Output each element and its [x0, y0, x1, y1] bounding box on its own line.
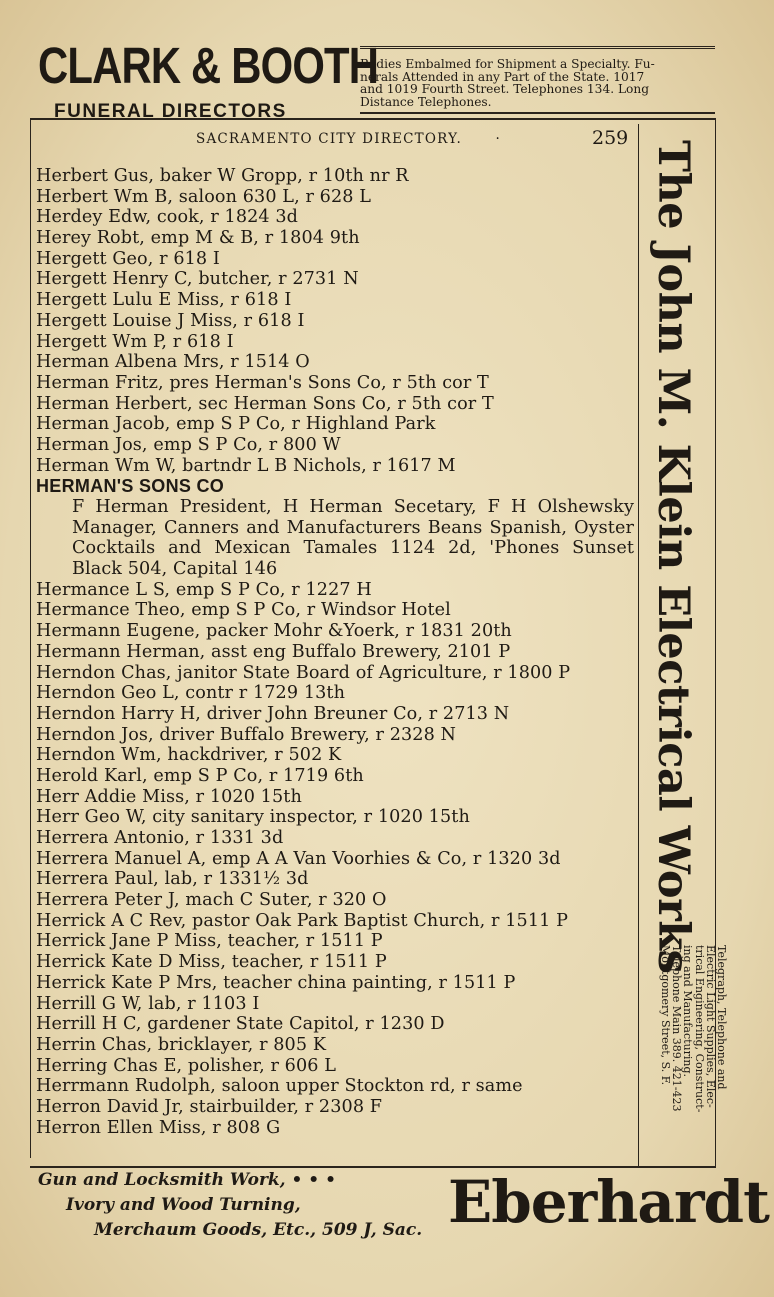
firm-entry-line: F Herman President, H Herman Secetary, F H Olshewsky: [72, 497, 634, 517]
directory-entry: Herrin Chas, bricklayer, r 805 K: [36, 1034, 327, 1055]
directory-entry: Herrick Jane P Miss, teacher, r 1511 P: [36, 931, 383, 952]
frame-top-rule: [30, 118, 716, 120]
directory-entry: Herrera Paul, lab, r 1331½ 3d: [36, 869, 309, 890]
directory-entry: Herrick Kate P Mrs, teacher china painting, r 1511 P: [36, 972, 516, 993]
directory-entry: Hergett Wm P, r 618 I: [36, 331, 234, 352]
directory-entry: Herr Addie Miss, r 1020 15th: [36, 786, 302, 807]
directory-entry: Herman Jacob, emp S P Co, r Highland Park: [36, 414, 436, 435]
directory-entry: Hergett Louise J Miss, r 618 I: [36, 310, 305, 331]
directory-entry: Hermann Herman, asst eng Buffalo Brewery, 2101 P: [36, 641, 511, 662]
page-number: 259: [592, 127, 629, 149]
directory-entry: Herrill G W, lab, r 1103 I: [36, 993, 260, 1014]
directory-entry: Herndon Geo L, contr r 1729 13th: [36, 683, 346, 704]
side-ad-title: The John M. Klein Electrical Works: [648, 140, 698, 974]
directory-entry: Herdey Edw, cook, r 1824 3d: [36, 207, 299, 228]
side-ad-line: ing and Manufacturing.: [681, 945, 695, 1078]
directory-entry: Herrera Manuel A, emp A A Van Voorhies & Co, r 1320 3d: [36, 848, 561, 869]
directory-entry: Hermann Eugene, packer Mohr &Yoerk, r 1831 20th: [36, 621, 512, 642]
firm-entry-line: Manager, Canners and Manufacturers Beans Spanish, Oyster: [72, 517, 634, 538]
directory-entry: Herron Ellen Miss, r 808 G: [36, 1117, 281, 1138]
directory-entry: Herman Herbert, sec Herman Sons Co, r 5th cor T: [36, 393, 494, 414]
side-ad-line: Electric Light Supplies, Elec-: [704, 945, 718, 1108]
directory-entry: Herrera Peter J, mach C Suter, r 320 O: [36, 890, 387, 911]
directory-entry: Herrick Kate D Miss, teacher, r 1511 P: [36, 952, 387, 973]
directory-entry: Herndon Wm, hackdriver, r 502 K: [36, 745, 342, 766]
firm-entry-name: HERMAN'S SONS CO: [36, 476, 225, 497]
bottom-ad-line: Gun and Locksmith Work, • • •: [38, 1170, 336, 1190]
directory-entry: Herman Fritz, pres Herman's Sons Co, r 5th cor T: [36, 372, 489, 393]
directory-entry: Herman Albena Mrs, r 1514 O: [36, 352, 310, 373]
directory-entry: Herold Karl, emp S P Co, r 1719 6th: [36, 765, 364, 786]
header-notice: [360, 58, 716, 108]
directory-entry: Herbert Gus, baker W Gropp, r 10th nr R: [36, 166, 409, 186]
side-ad-line: Telephone Main 389. 421-423: [670, 945, 684, 1112]
firm-entry-line: Cocktails and Mexican Tamales 1124 2d, 'Phones Sunset: [72, 538, 634, 559]
directory-entry: Herr Geo W, city sanitary inspector, r 1020 15th: [36, 807, 470, 828]
directory-entry: Herman Jos, emp S P Co, r 800 W: [36, 434, 341, 455]
side-ad-line: trical Engineering, Construct-: [692, 945, 706, 1113]
side-ad-details: [660, 945, 727, 1165]
notice-line: Bodies Embalmed for Shipment a Specialty. Fu-: [360, 57, 655, 71]
header-rule-bottom: [360, 112, 715, 114]
directory-entry: Hermance Theo, emp S P Co, r Windsor Hotel: [36, 600, 451, 621]
directory-entry: Herman Wm W, bartndr L B Nichols, r 1617 M: [36, 455, 456, 476]
directory-entry: Hergett Henry C, butcher, r 2731 N: [36, 269, 359, 290]
side-ad-line: Telegraph, Telephone and: [715, 945, 729, 1090]
notice-line: and 1019 Fourth Street. Telephones 134. Long: [360, 82, 650, 97]
header-rule-top: [360, 46, 715, 49]
bottom-ad-name: Eberhardt: [448, 1168, 769, 1236]
directory-entry: Herron David Jr, stairbuilder, r 2308 F: [36, 1096, 383, 1117]
directory-entry: Herrill H C, gardener State Capitol, r 1230 D: [36, 1014, 445, 1035]
side-ad-line: Montgomery Street, S. F.: [659, 945, 673, 1086]
notice-line: Distance Telephones.: [360, 94, 492, 109]
directory-entry: Herey Robt, emp M & B, r 1804 9th: [36, 228, 360, 249]
notice-line: nerals Attended in any Part of the State. 1017: [360, 69, 645, 84]
running-head-text: SACRAMENTO CITY DIRECTORY.: [196, 131, 462, 147]
frame-left-rule: [30, 118, 31, 1158]
firm-tagline: FUNERAL DIRECTORS: [54, 101, 287, 122]
firm-entry-line: Black 504, Capital 146: [72, 559, 278, 580]
directory-entry: Herrick A C Rev, pastor Oak Park Baptist Church, r 1511 P: [36, 910, 569, 931]
directory-entry: Herrera Antonio, r 1331 3d: [36, 828, 284, 848]
running-head-dot: ·: [495, 131, 501, 147]
firm-name: CLARK & BOOTH: [38, 37, 379, 94]
directory-entry: Herrmann Rudolph, saloon upper Stockton rd, r same: [36, 1076, 523, 1097]
directory-entry: Herndon Chas, janitor State Board of Agriculture, r 1800 P: [36, 662, 571, 683]
bottom-ad-line: Ivory and Wood Turning,: [66, 1195, 301, 1215]
directory-entries: [36, 166, 636, 1138]
directory-entry: Herbert Wm B, saloon 630 L, r 628 L: [36, 186, 372, 207]
column-divider: [638, 124, 639, 1168]
directory-entry: Hermance L S, emp S P Co, r 1227 H: [36, 579, 372, 600]
side-advertisement: [648, 140, 708, 974]
directory-entry: Herring Chas E, polisher, r 606 L: [36, 1055, 337, 1076]
directory-entry: Herndon Harry H, driver John Breuner Co, r 2713 N: [36, 703, 510, 724]
running-head: [196, 131, 501, 147]
directory-entry: Herndon Jos, driver Buffalo Brewery, r 2328 N: [36, 724, 457, 745]
bottom-ad-services: [38, 1168, 422, 1243]
bottom-ad-line: Merchaum Goods, Etc., 509 J, Sac.: [94, 1220, 423, 1240]
directory-entry: Hergett Geo, r 618 I: [36, 248, 220, 269]
directory-entry: Hergett Lulu E Miss, r 618 I: [36, 290, 292, 311]
